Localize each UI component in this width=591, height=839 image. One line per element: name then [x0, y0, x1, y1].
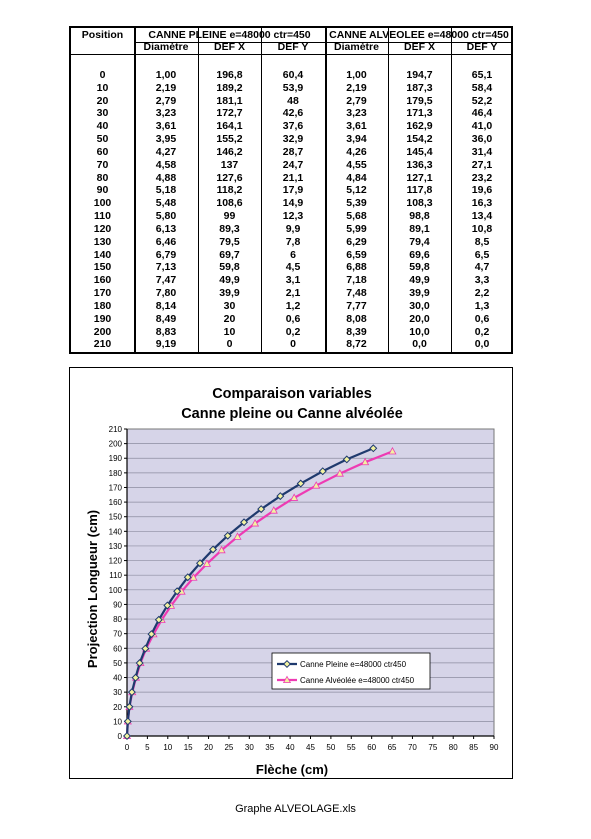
row-position-cell: 60: [96, 145, 109, 158]
table-cell: 31,4: [471, 145, 493, 158]
table-cell: 3,23: [346, 107, 367, 120]
table-cell: 7,13: [155, 261, 177, 274]
x-axis-label: Flèche (cm): [255, 762, 329, 777]
table-cell: 5,68: [346, 210, 367, 223]
header-canne-alveolee: CANNE ALVEOLEE e=48000 ctr=450: [329, 29, 509, 41]
row-position-cell: 30: [96, 107, 109, 120]
table-cell: 6,79: [155, 248, 177, 261]
table-cell: 36,0: [471, 133, 493, 146]
table-cell: 8,5: [474, 235, 490, 248]
y-tick-label: 150: [108, 512, 122, 522]
table-cell: 0: [290, 338, 296, 351]
table-cell: 23,2: [471, 171, 493, 184]
plot-area: [109, 425, 499, 752]
table-cell: 4,26: [346, 145, 367, 158]
y-tick-label: 10: [113, 717, 122, 727]
y-tick-label: 50: [113, 658, 122, 668]
table-cell: 3,3: [474, 274, 490, 287]
table-cell: 8,49: [155, 312, 177, 325]
table-cell: 52,2: [471, 94, 493, 107]
table-cell: 6: [290, 248, 296, 261]
table-cell: 46,4: [471, 107, 493, 120]
row-position-cell: 140: [93, 248, 112, 261]
table-cell: 98,8: [409, 210, 430, 223]
table-cell: 6,88: [346, 261, 367, 274]
table-cell: 7,18: [346, 274, 367, 287]
table-cell: 21,1: [282, 171, 304, 184]
x-tick-label: 15: [183, 743, 193, 752]
row-position-cell: 190: [93, 312, 112, 325]
table-cell: 2,79: [346, 94, 367, 107]
table-cell: 118,2: [216, 184, 243, 197]
table-cell: 155,2: [216, 133, 243, 146]
x-tick-label: 65: [387, 743, 397, 752]
table-cell: 2,19: [346, 81, 367, 94]
table-cell: 3,1: [285, 274, 301, 287]
table-cell: 3,61: [155, 120, 177, 133]
subheader-diametre: Diamètre: [143, 41, 189, 53]
table-cell: 69,7: [219, 248, 240, 261]
table-cell: 32,9: [282, 133, 304, 146]
table-cell: 4,7: [474, 261, 490, 274]
x-tick-label: 10: [163, 743, 173, 752]
table-cell: 6,59: [346, 248, 367, 261]
row-position-cell: 0: [99, 69, 106, 81]
table-cell: 16,3: [471, 197, 493, 210]
header-position: Position: [81, 29, 124, 41]
table-cell: 7,47: [155, 274, 177, 287]
row-position-cell: 70: [96, 158, 109, 171]
plot-background: [127, 429, 494, 736]
table-cell: 189,2: [216, 81, 243, 94]
table-cell: 17,9: [282, 184, 304, 197]
table-cell: 89,3: [219, 222, 240, 235]
table-divider: [71, 54, 511, 55]
table-cell: 194,7: [406, 69, 433, 81]
row-position-cell: 160: [93, 274, 112, 287]
row-position-cell: 130: [93, 235, 112, 248]
table-cell: 60,4: [282, 69, 304, 81]
y-tick-label: 90: [113, 600, 122, 610]
table-cell: 12,3: [282, 210, 304, 223]
table-cell: 39,9: [409, 287, 430, 300]
legend-label: Canne Alvéolée e=48000 ctr450: [300, 676, 415, 685]
x-tick-label: 60: [367, 743, 377, 752]
table-cell: 24,7: [282, 158, 304, 171]
row-position-cell: 180: [93, 299, 112, 312]
table-cell: 0: [226, 338, 233, 351]
table-cell: 4,5: [285, 261, 301, 274]
table-cell: 5,80: [155, 210, 177, 223]
row-position-cell: 80: [96, 171, 109, 184]
table-cell: 79,4: [409, 235, 430, 248]
table-cell: 5,39: [346, 197, 367, 210]
table-cell: 3,23: [155, 107, 177, 120]
table-cell: 53,9: [282, 81, 304, 94]
table-cell: 28,7: [282, 145, 304, 158]
table-cell: 4,88: [155, 171, 177, 184]
table-cell: 49,9: [409, 274, 430, 287]
x-tick-label: 75: [428, 743, 438, 752]
table-cell: 187,3: [406, 81, 433, 94]
table-cell: 108,3: [406, 197, 433, 210]
row-position-cell: 90: [96, 184, 109, 197]
y-tick-label: 70: [113, 629, 122, 639]
table-cell: 10,8: [471, 222, 493, 235]
table-cell: 136,3: [406, 158, 433, 171]
table-cell: 7,8: [285, 235, 301, 248]
x-tick-label: 35: [265, 743, 275, 752]
table-cell: 8,39: [346, 325, 367, 338]
table-cell: 1,2: [285, 299, 301, 312]
table-cell: 2,2: [474, 287, 490, 300]
table-cell: 0,2: [285, 325, 301, 338]
table-cell: 5,99: [346, 222, 367, 235]
table-cell: 79,5: [219, 235, 240, 248]
y-tick-label: 210: [108, 425, 122, 434]
row-position-cell: 200: [93, 325, 112, 338]
table-cell: 10,0: [409, 325, 430, 338]
subheader-def-y: DEF Y: [466, 41, 498, 53]
row-position-cell: 20: [96, 94, 109, 107]
table-cell: 181,1: [216, 94, 243, 107]
table-cell: 4,55: [346, 158, 367, 171]
table-cell: 1,3: [474, 299, 490, 312]
table-cell: 6,46: [155, 235, 177, 248]
y-tick-label: 110: [109, 571, 122, 581]
table-cell: 8,83: [155, 325, 177, 338]
y-tick-label: 140: [108, 527, 122, 537]
subheader-diametre: Diamètre: [334, 41, 379, 53]
x-tick-label: 40: [285, 743, 295, 752]
y-tick-label: 80: [113, 615, 122, 625]
table-cell: 6,5: [474, 248, 490, 261]
table-cell: 0,0: [412, 338, 427, 351]
y-tick-label: 170: [108, 483, 122, 493]
table-cell: 1,00: [346, 69, 367, 81]
table-cell: 145,4: [406, 145, 433, 158]
table-cell: 42,6: [282, 107, 304, 120]
table-cell: 154,2: [406, 133, 433, 146]
table-cell: 59,8: [219, 261, 240, 274]
x-tick-label: 85: [469, 743, 479, 752]
table-cell: 30: [223, 299, 236, 312]
legend-label: Canne Pleine e=48000 ctr450: [300, 660, 407, 669]
table-cell: 37,6: [282, 120, 304, 133]
x-tick-label: 55: [346, 743, 356, 752]
table-cell: 4,27: [155, 145, 177, 158]
y-tick-label: 0: [117, 732, 122, 741]
y-tick-label: 60: [113, 644, 122, 654]
table-cell: 7,77: [346, 299, 367, 312]
table-cell: 171,3: [406, 107, 433, 120]
y-tick-label: 130: [108, 541, 122, 551]
table-cell: 1,00: [155, 69, 177, 81]
table-cell: 0,2: [474, 325, 490, 338]
table-cell: 58,4: [471, 81, 493, 94]
file-caption: Graphe ALVEOLAGE.xls: [235, 803, 356, 815]
chart-title: Comparaison variables: [212, 386, 372, 402]
x-tick-label: 20: [204, 743, 214, 752]
table-cell: 146,2: [216, 145, 243, 158]
x-tick-label: 90: [489, 743, 499, 752]
table-cell: 7,80: [155, 287, 177, 300]
x-tick-label: 25: [224, 743, 234, 752]
row-position-cell: 100: [93, 197, 112, 210]
table-cell: 8,14: [155, 299, 177, 312]
table-cell: 19,6: [471, 184, 493, 197]
table-cell: 5,48: [155, 197, 177, 210]
y-tick-label: 200: [108, 439, 122, 449]
row-position-cell: 120: [93, 222, 112, 235]
x-tick-label: 50: [326, 743, 336, 752]
table-cell: 13,4: [471, 210, 493, 223]
table-cell: 3,94: [346, 133, 367, 146]
table-cell: 49,9: [219, 274, 240, 287]
row-position-cell: 150: [93, 261, 112, 274]
subheader-def-x: DEF X: [214, 41, 245, 53]
table-cell: 172,7: [216, 107, 243, 120]
x-tick-label: 0: [124, 743, 130, 752]
table-cell: 0,6: [285, 312, 301, 325]
table-cell: 20,0: [409, 312, 430, 325]
table-cell: 41,0: [471, 120, 493, 133]
table-cell: 65,1: [471, 69, 493, 81]
subheader-def-x: DEF X: [404, 41, 435, 53]
y-tick-label: 160: [108, 498, 122, 508]
subheader-def-y: DEF Y: [277, 41, 309, 53]
x-tick-label: 80: [448, 743, 458, 752]
table-cell: 9,9: [285, 222, 301, 235]
table-cell: 3,61: [346, 120, 367, 133]
table-cell: 69,6: [409, 248, 430, 261]
table-cell: 6,13: [155, 222, 177, 235]
table-cell: 137: [220, 158, 239, 171]
table-cell: 8,08: [346, 312, 367, 325]
table-cell: 39,9: [219, 287, 240, 300]
y-axis-label: Projection Longueur (cm): [85, 509, 100, 669]
y-tick-label: 40: [113, 673, 122, 683]
row-position-cell: 170: [93, 287, 112, 300]
table-cell: 127,6: [216, 171, 243, 184]
table-cell: 3,95: [155, 133, 177, 146]
table-cell: 108,6: [216, 197, 243, 210]
y-tick-label: 20: [113, 702, 122, 712]
table-cell: 162,9: [406, 120, 433, 133]
y-tick-label: 100: [108, 585, 122, 595]
chart-legend: [272, 653, 430, 689]
table-cell: 9,19: [155, 338, 177, 351]
table-cell: 4,58: [155, 158, 177, 171]
y-tick-label: 190: [108, 454, 122, 464]
table-cell: 2,79: [155, 94, 177, 107]
y-tick-label: 120: [108, 556, 122, 566]
row-position-cell: 110: [94, 210, 111, 223]
table-cell: 14,9: [282, 197, 304, 210]
table-cell: 6,29: [346, 235, 367, 248]
x-tick-label: 5: [145, 743, 150, 752]
table-cell: 196,8: [216, 69, 243, 81]
y-tick-label: 180: [108, 468, 122, 478]
row-position-cell: 210: [93, 338, 112, 351]
row-position-cell: 40: [96, 120, 109, 133]
x-tick-label: 45: [306, 743, 315, 752]
table-cell: 0,6: [474, 312, 490, 325]
table-cell: 10: [223, 325, 236, 338]
table-cell: 179,5: [406, 94, 433, 107]
x-tick-label: 30: [244, 743, 254, 752]
table-cell: 59,8: [409, 261, 430, 274]
row-position-cell: 50: [96, 133, 109, 146]
table-cell: 8,72: [346, 338, 367, 351]
x-tick-label: 70: [407, 743, 417, 752]
table-cell: 20: [223, 312, 236, 325]
table-cell: 27,1: [471, 158, 493, 171]
table-cell: 7,48: [346, 287, 367, 300]
table-cell: 4,84: [346, 171, 367, 184]
table-cell: 30,0: [409, 299, 430, 312]
header-canne-pleine: CANNE PLEINE e=48000 ctr=450: [148, 29, 311, 41]
table-cell: 0,0: [474, 338, 490, 351]
table-cell: 127,1: [406, 171, 433, 184]
table-cell: 2,1: [285, 287, 301, 300]
chart-container: [69, 367, 513, 779]
data-table: [69, 26, 513, 354]
table-cell: 89,1: [409, 222, 430, 235]
table-cell: 99: [223, 210, 236, 223]
y-tick-label: 30: [113, 688, 122, 698]
line-chart: [70, 368, 514, 780]
table-cell: 48: [287, 94, 299, 107]
chart-subtitle: Canne pleine ou Canne alvéolée: [181, 406, 403, 422]
table-cell: 164,1: [216, 120, 243, 133]
row-position-cell: 10: [96, 81, 109, 94]
table-cell: 5,18: [155, 184, 177, 197]
table-cell: 5,12: [346, 184, 367, 197]
table-cell: 117,8: [406, 184, 433, 197]
table-cell: 2,19: [155, 81, 177, 94]
